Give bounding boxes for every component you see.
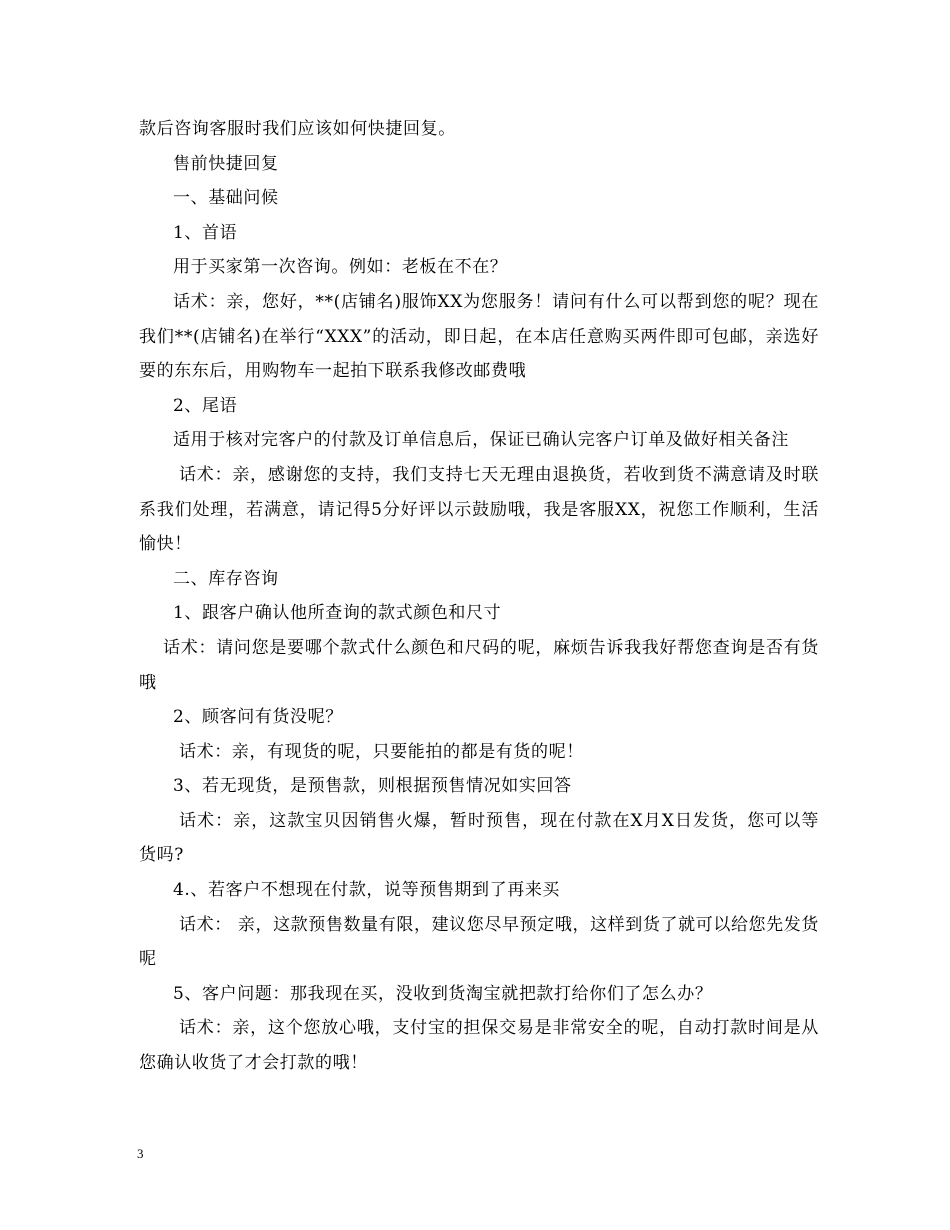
page-number: 3 (137, 1146, 144, 1161)
subheading: 1、跟客户确认他所查询的款式颜色和尺寸 (173, 603, 502, 624)
paragraph: 用于买家第一次咨询。例如：老板在不在？ (173, 257, 508, 278)
subheading: 4.、若客户不想现在付款，说等预售期到了再来买 (173, 880, 561, 901)
script-paragraph: 话术：亲，您好，**(店铺名)服饰XX为您服务！请问有什么可以帮到您的呢？现在我们**(店铺名)在举行“XXX”的活动，即日起，在本店任意购买两件即可包邮，亲选好要的东东后，用购物车一起拍下联系我修改邮费哦 (139, 291, 819, 382)
script-paragraph: 话术：亲，有现货的呢，只要能拍的都是有货的呢！ (179, 741, 584, 762)
subheading-opening: 1、首语 (173, 222, 238, 243)
subheading-closing: 2、尾语 (173, 395, 238, 416)
script-paragraph: 话术：亲，这款宝贝因销售火爆，暂时预售，现在付款在X月X日发货，您可以等货吗? (139, 810, 819, 866)
script-paragraph: 话术： 亲，这款预售数量有限，建议您尽早预定哦，这样到货了就可以给您先发货呢 (139, 914, 819, 970)
subheading: 5、客户问题：那我现在买，没收到货淘宝就把款打给你们了怎么办？ (173, 983, 713, 1004)
heading-basic-greeting: 一、基础问候 (173, 188, 279, 209)
document-body (139, 112, 819, 1081)
script-paragraph: 话术：亲，这个您放心哦，支付宝的担保交易是非常安全的呢，自动打款时间是从您确认收货了才会打款的哦！ (139, 1018, 819, 1074)
heading-stock-inquiry: 二、库存咨询 (173, 568, 279, 589)
subheading: 2、顾客问有货没呢？ (173, 707, 343, 728)
paragraph: 适用于核对完客户的付款及订单信息后，保证已确认完客户订单及做好相关备注 (173, 430, 789, 451)
section-title: 售前快捷回复 (173, 153, 279, 174)
subheading: 3、若无现货，是预售款，则根据预售情况如实回答 (173, 776, 572, 797)
paragraph: 款后咨询客服时我们应该如何快捷回复。 (139, 119, 456, 139)
script-paragraph: 话术：亲，感谢您的支持，我们支持七天无理由退换货，若收到货不满意请及时联系我们处理，若满意，请记得5分好评以示鼓励哦，我是客服XX，祝您工作顺利，生活愉快！ (139, 464, 819, 555)
script-paragraph: 话术：请问您是要哪个款式什么颜色和尺码的呢，麻烦告诉我我好帮您查询是否有货哦 (139, 637, 819, 693)
